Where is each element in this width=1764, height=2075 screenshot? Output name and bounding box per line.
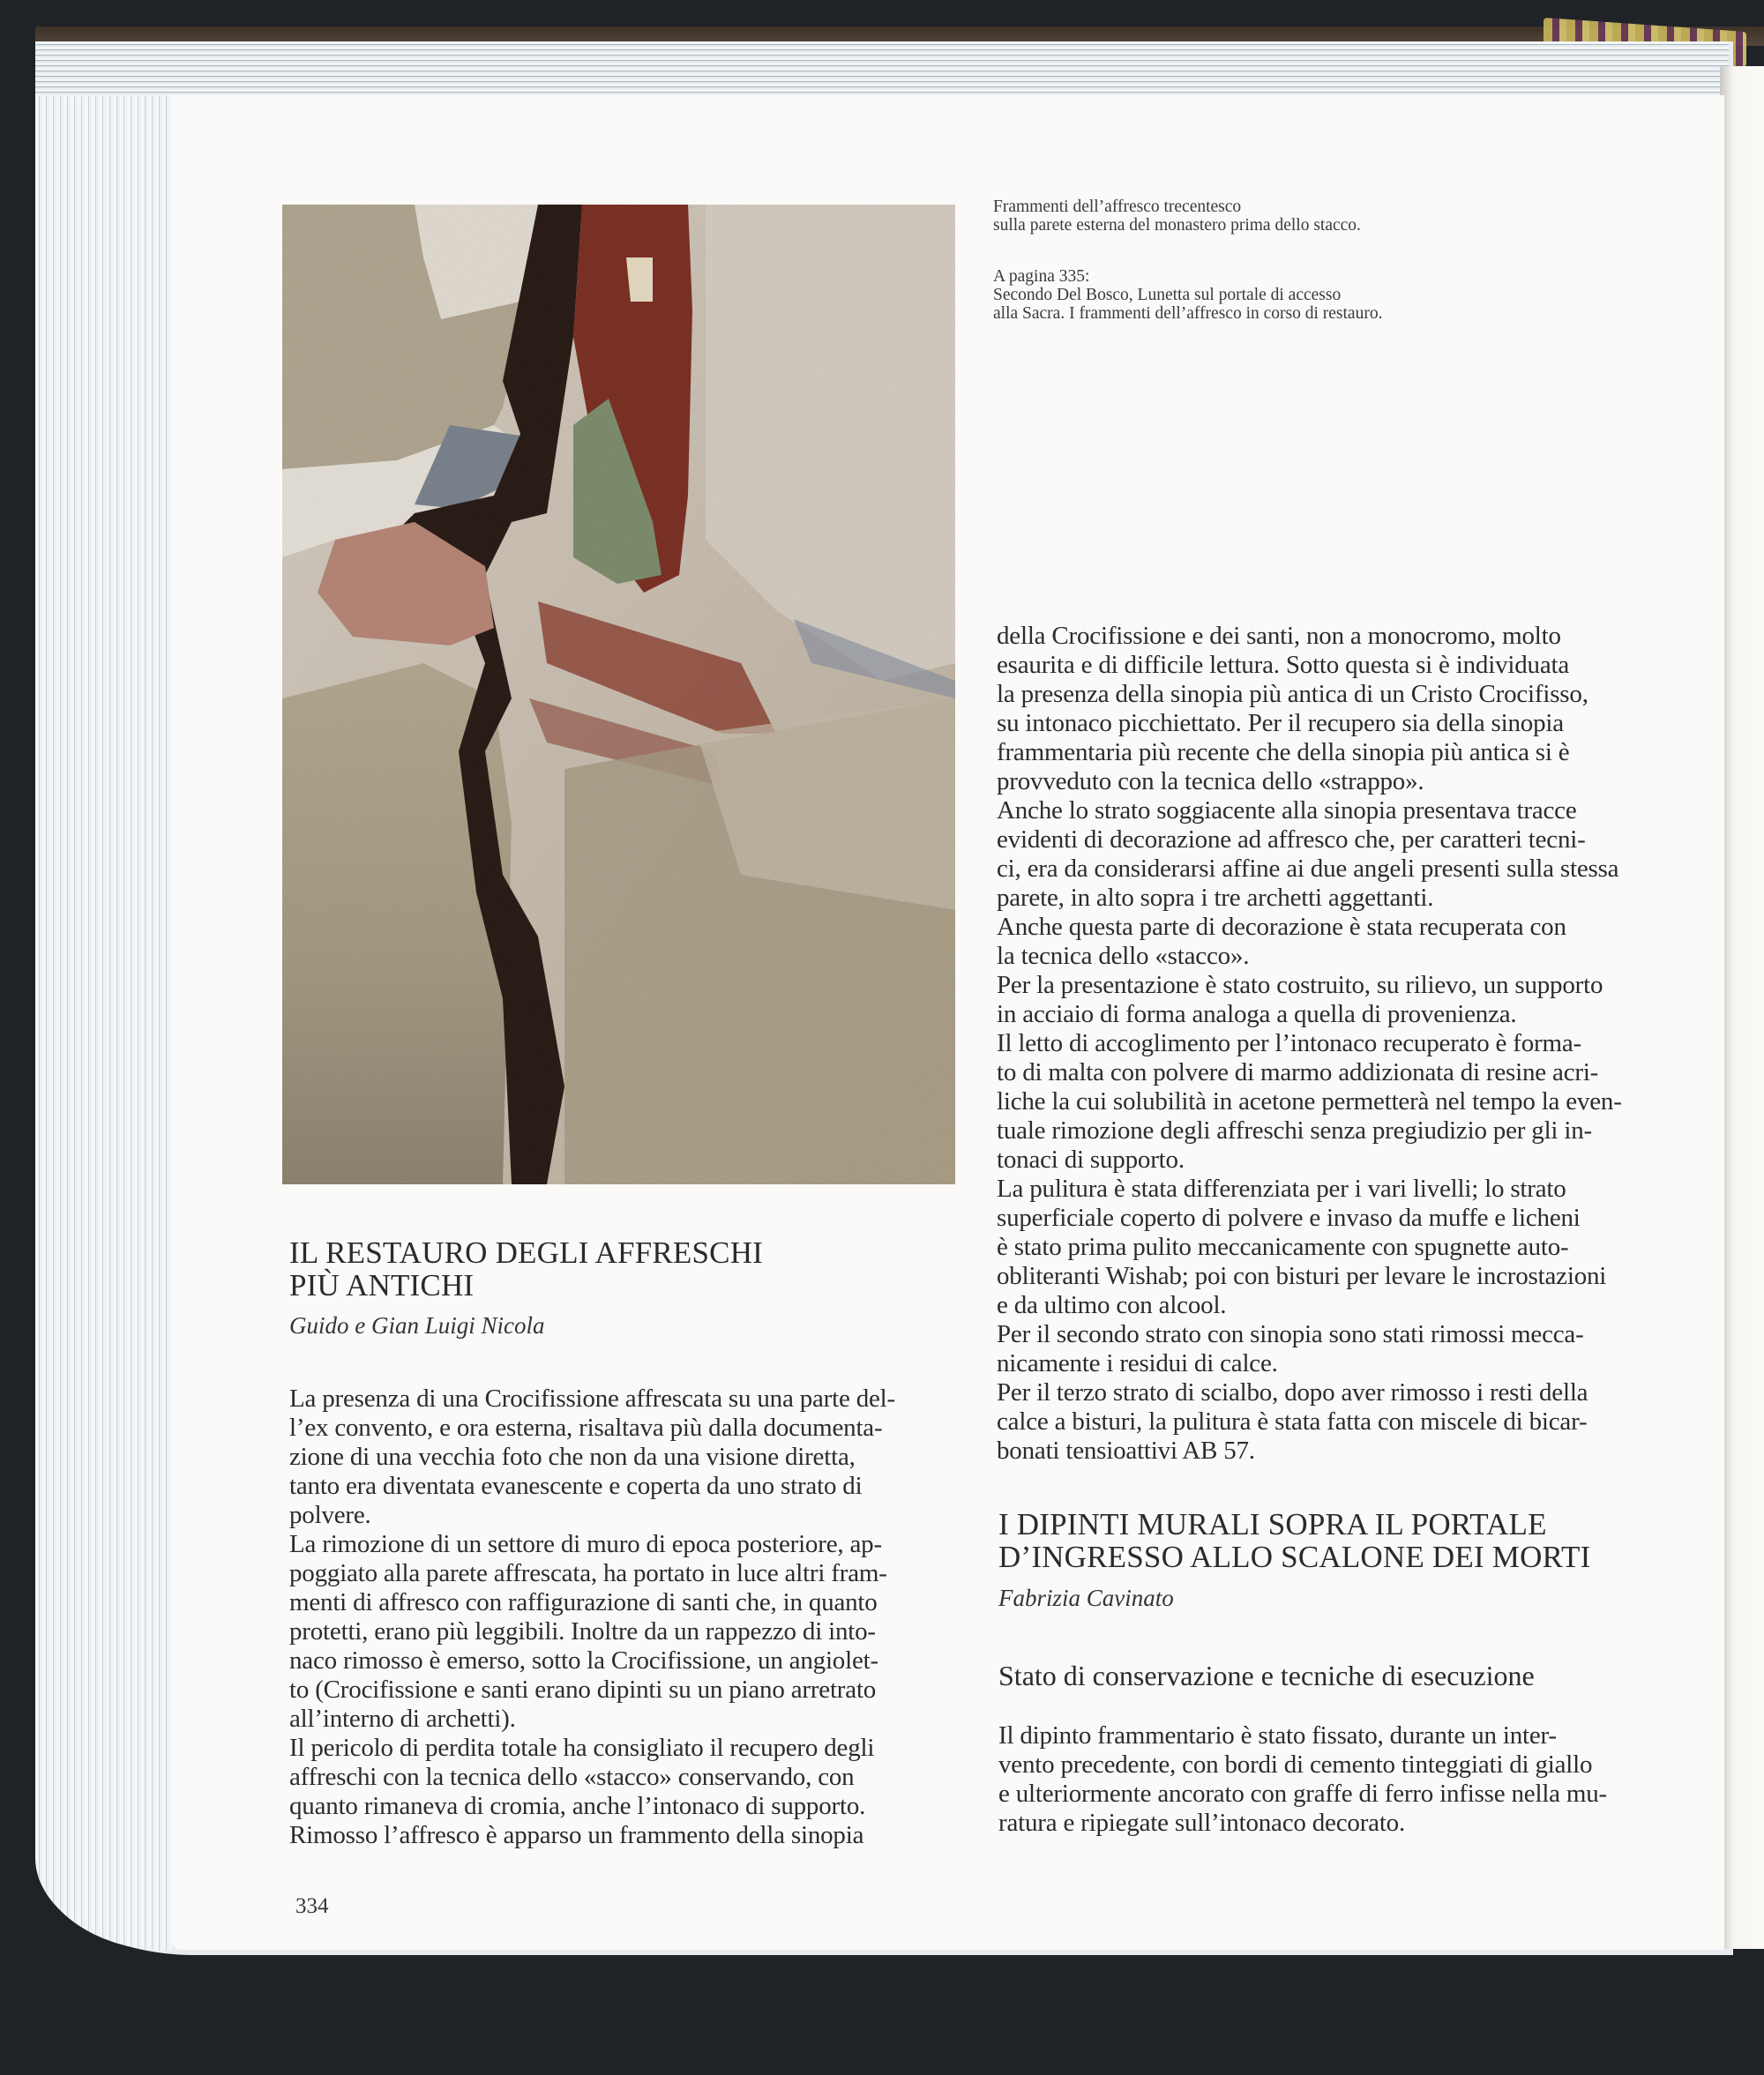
caption-line: A pagina 335: — [993, 267, 1090, 286]
photo-caption-reference — [993, 267, 1382, 323]
page-edges-top — [35, 41, 1729, 96]
fresco-image — [282, 205, 955, 1184]
body-line: l’ex convento, e ora esterna, risaltava più dalla documenta- — [289, 1414, 883, 1442]
body-line: su intonaco picchiettato. Per il recupero sia della sinopia — [997, 709, 1564, 737]
body-line: è stato prima pulito meccanicamente con spugnette auto- — [997, 1233, 1569, 1261]
body-line: la tecnica dello «stacco». — [997, 942, 1250, 970]
body-line: ratura e ripiegate sull’intonaco decorato. — [998, 1809, 1406, 1837]
article-title — [289, 1236, 763, 1302]
body-line: in acciaio di forma analoga a quella di provenienza. — [997, 1000, 1517, 1028]
caption-line: Secondo Del Bosco, Lunetta sul portale di accesso — [993, 286, 1342, 304]
body-line: to (Crocifissione e santi erano dipinti su un piano arretrato — [289, 1676, 877, 1704]
body-line: frammentaria più recente che della sinopia più antica si è — [997, 738, 1570, 766]
body-line: Rimosso l’affresco è apparso un frammento della sinopia — [289, 1821, 864, 1849]
body-line: la presenza della sinopia più antica di un Cristo Crocifisso, — [997, 680, 1588, 708]
body-line: polvere. — [289, 1501, 371, 1529]
body-line: nicamente i residui di calce. — [997, 1349, 1278, 1377]
body-line: poggiato alla parete affrescata, ha portato in luce altri fram- — [289, 1559, 887, 1587]
page-number: 334 — [295, 1894, 329, 1918]
body-line: Per il terzo strato di scialbo, dopo aver rimosso i resti della — [997, 1378, 1588, 1407]
page-edges-left — [35, 41, 172, 1951]
caption-line: alla Sacra. I frammenti dell’affresco in corso di restauro. — [993, 304, 1383, 323]
body-line: provveduto con la tecnica dello «strappo». — [997, 767, 1424, 795]
title-line: D’INGRESSO ALLO SCALONE DEI MORTI — [998, 1540, 1591, 1574]
body-line: e ulteriormente ancorato con graffe di ferro infisse nella mu- — [998, 1780, 1608, 1808]
body-line: menti di affresco con raffigurazione di santi che, in quanto — [289, 1588, 878, 1616]
body-line: Per la presentazione è stato costruito, su rilievo, un supporto — [997, 971, 1603, 999]
title-line: I DIPINTI MURALI SOPRA IL PORTALE — [998, 1507, 1547, 1541]
photo-caption — [993, 198, 1361, 235]
body-line: calce a bisturi, la pulitura è stata fatta con miscele di bicar- — [997, 1407, 1588, 1436]
caption-line: Frammenti dell’affresco trecentesco — [993, 198, 1242, 216]
body-line: ci, era da considerarsi affine ai due angeli presenti sulla stessa — [997, 855, 1619, 883]
body-line: tonaci di supporto. — [997, 1146, 1185, 1174]
fresco-photo — [282, 205, 955, 1184]
body-line: all’interno di archetti). — [289, 1705, 516, 1733]
article-body-right-column — [997, 622, 1649, 1466]
body-line: naco rimosso è emerso, sotto la Crocifissione, un angiolet- — [289, 1646, 878, 1675]
article-author: Fabrizia Cavinato — [998, 1585, 1174, 1611]
body-line: evidenti di decorazione ad affresco che, per caratteri tecni- — [997, 825, 1586, 854]
body-line: obliteranti Wishab; poi con bisturi per levare le incrostazioni — [997, 1262, 1607, 1290]
section-subheading: Stato di conservazione e tecniche di esecuzione — [998, 1660, 1535, 1691]
body-line: tanto era diventata evanescente e coperta da uno strato di — [289, 1472, 863, 1500]
article-author: Guido e Gian Luigi Nicola — [289, 1312, 545, 1339]
title-line: IL RESTAURO DEGLI AFFRESCHI — [289, 1235, 764, 1270]
article2-body — [998, 1721, 1607, 1838]
body-line: Il pericolo di perdita totale ha consigliato il recupero degli — [289, 1734, 875, 1762]
caption-line: sulla parete esterna del monastero prima dello stacco. — [993, 216, 1361, 235]
body-line: e da ultimo con alcool. — [997, 1291, 1227, 1319]
article-body-left-column — [289, 1385, 960, 1850]
body-line: liche la cui solubilità in acetone permetterà nel tempo la even- — [997, 1087, 1622, 1116]
body-line: La pulitura è stata differenziata per i vari livelli; lo strato — [997, 1175, 1566, 1203]
body-line: esaurita e di difficile lettura. Sotto questa si è individuata — [997, 651, 1570, 679]
book-gutter — [1720, 66, 1764, 1949]
body-line: Il letto di accoglimento per l’intonaco recuperato è forma- — [997, 1029, 1581, 1057]
body-line: protetti, erano più leggibili. Inoltre da un rappezzo di into- — [289, 1617, 876, 1646]
body-line: La rimozione di un settore di muro di epoca posteriore, ap- — [289, 1530, 882, 1558]
body-line: to di malta con polvere di marmo addizionata di resine acri- — [997, 1058, 1599, 1086]
body-line: tuale rimozione degli affreschi senza pregiudizio per gli in- — [997, 1116, 1592, 1145]
body-line: Anche questa parte di decorazione è stata recuperata con — [997, 913, 1566, 941]
body-line: affreschi con la tecnica dello «stacco» conservando, con — [289, 1763, 855, 1791]
body-line: superficiale coperto di polvere e invaso da muffe e licheni — [997, 1204, 1581, 1232]
body-line: parete, in alto sopra i tre archetti aggettanti. — [997, 884, 1434, 912]
body-line: Per il secondo strato con sinopia sono stati rimossi mecca- — [997, 1320, 1584, 1348]
body-line: Il dipinto frammentario è stato fissato, durante un inter- — [998, 1721, 1557, 1750]
title-line: PIÙ ANTICHI — [289, 1268, 475, 1302]
body-line: della Crocifissione e dei santi, non a monocromo, molto — [997, 622, 1561, 650]
body-line: bonati tensioattivi AB 57. — [997, 1437, 1255, 1465]
body-line: Anche lo strato soggiacente alla sinopia presentava tracce — [997, 796, 1577, 825]
body-line: zione di una vecchia foto che non da una visione diretta, — [289, 1443, 856, 1471]
body-line: quanto rimaneva di cromia, anche l’intonaco di supporto. — [289, 1792, 866, 1820]
body-line: La presenza di una Crocifissione affrescata su una parte del- — [289, 1385, 895, 1413]
article-title — [998, 1508, 1590, 1573]
body-line: vento precedente, con bordi di cemento tinteggiati di giallo — [998, 1750, 1593, 1779]
